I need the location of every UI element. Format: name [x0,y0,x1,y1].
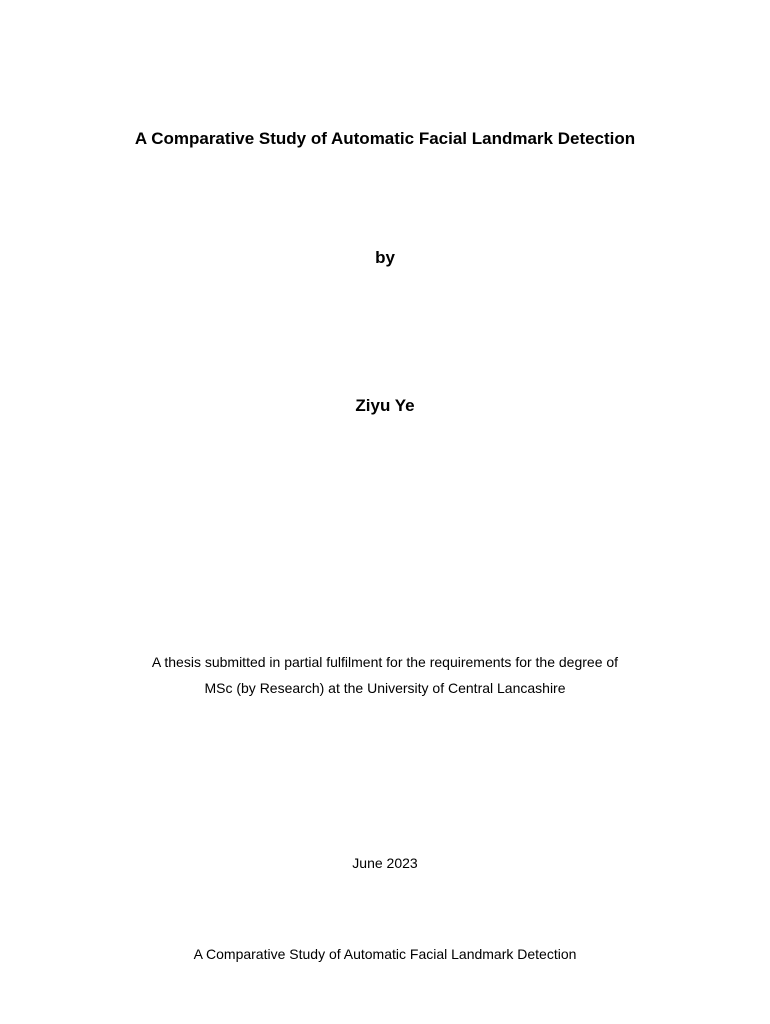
submission-date: June 2023 [352,855,418,871]
author-name: Ziyu Ye [355,396,415,415]
degree-statement-line-2: MSc (by Research) at the University of Central Lancashire [204,680,566,696]
by-label: by [375,248,395,267]
degree-statement-line-1: A thesis submitted in partial fulfilment for the requirements for the degree of [151,654,619,670]
thesis-title: A Comparative Study of Automatic Facial Landmark Detection [134,129,636,148]
page-footer-title: A Comparative Study of Automatic Facial Landmark Detection [193,946,577,962]
